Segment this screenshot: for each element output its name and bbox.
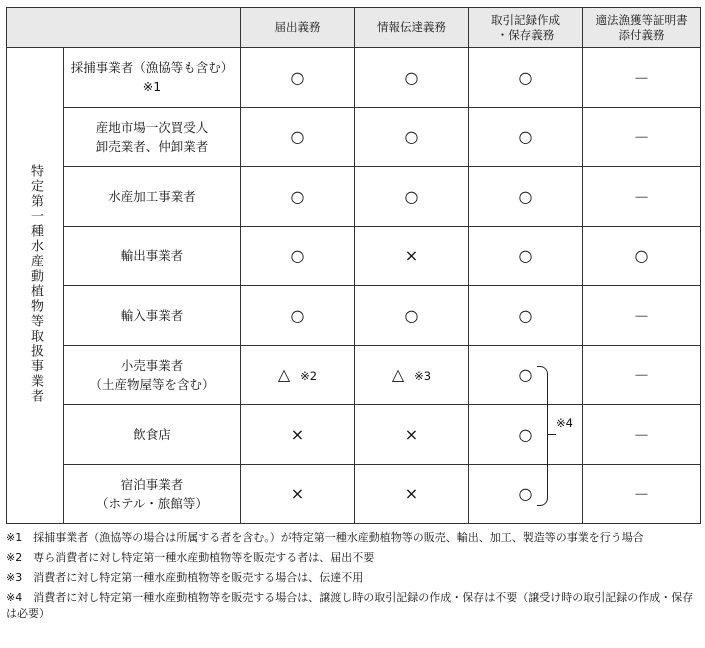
table-row	[7, 226, 701, 286]
cell-mark	[583, 286, 701, 346]
cell-mark	[355, 107, 469, 167]
obligation-table	[6, 7, 701, 524]
cell-mark	[583, 167, 701, 227]
cell-mark	[469, 107, 583, 167]
header-info-transfer: 情報伝達義務	[355, 8, 469, 48]
cell-mark	[355, 464, 469, 524]
header-notification: 届出義務	[241, 8, 355, 48]
cell-mark	[241, 167, 355, 227]
cell-mark	[469, 286, 583, 346]
row-label: 小売事業者 （土産物屋等を含む）	[64, 345, 241, 405]
circle-mark: ○	[404, 305, 419, 325]
cross-mark: ×	[404, 484, 419, 504]
grouping-bracket	[537, 366, 548, 506]
footnotes	[6, 528, 700, 622]
group-label-cell	[7, 48, 64, 524]
header-records: 取引記録作成 ・保存義務	[469, 8, 583, 48]
dash-mark: －	[633, 128, 650, 148]
header-certificate: 適法漁獲等証明書 添付義務	[583, 8, 701, 48]
row-label: 飲食店	[64, 405, 241, 465]
cell-mark	[355, 286, 469, 346]
dash-mark: －	[633, 306, 650, 326]
table-row	[7, 345, 701, 405]
circle-mark: ○	[290, 305, 305, 325]
table-row	[7, 405, 701, 465]
cell-mark	[241, 48, 355, 108]
table-row	[7, 48, 701, 108]
row-label: 宿泊事業者 （ホテル・旅館等）	[64, 464, 241, 524]
circle-mark: ○	[518, 186, 533, 206]
cell-mark	[355, 167, 469, 227]
dash-mark: －	[633, 187, 650, 207]
cross-mark: ×	[290, 484, 305, 504]
header-blank	[7, 8, 241, 48]
triangle-mark: △	[391, 365, 405, 385]
circle-mark: ○	[518, 365, 533, 385]
triangle-mark: △	[277, 365, 291, 385]
bracket-note: ※4	[556, 416, 573, 430]
cell-mark	[469, 464, 583, 524]
dash-mark: －	[633, 485, 650, 505]
dash-mark: －	[633, 425, 650, 445]
row-label: 輸入事業者	[64, 286, 241, 346]
circle-mark: ○	[518, 127, 533, 147]
circle-mark: ○	[518, 424, 533, 444]
footnote: ※1 採捕事業者（漁協等の場合は所属する者を含む。）が特定第一種水産動植物等の販売、輸出、加工、製造等の事業を行う場合	[6, 531, 644, 544]
row-label: 産地市場一次買受人 卸売業者、仲卸業者	[64, 107, 241, 167]
bracket-tick	[548, 434, 556, 435]
circle-mark: ○	[290, 186, 305, 206]
circle-mark: ○	[518, 305, 533, 325]
cell-mark	[355, 345, 469, 405]
cross-mark: ×	[404, 424, 419, 444]
cell-mark	[241, 405, 355, 465]
group-label: 特定第一種水産動植物等取扱事業者	[28, 164, 43, 404]
cell-mark	[583, 405, 701, 465]
header-row	[7, 8, 701, 48]
note-ref: ※3	[414, 369, 432, 384]
footnote: ※2 専ら消費者に対し特定第一種水産動植物等を販売する者は、届出不要	[6, 551, 375, 564]
cell-mark	[469, 226, 583, 286]
cell-mark	[469, 167, 583, 227]
circle-mark: ○	[634, 246, 649, 266]
cell-mark	[583, 107, 701, 167]
circle-mark: ○	[290, 246, 305, 266]
cell-mark	[355, 405, 469, 465]
cell-mark	[241, 464, 355, 524]
cross-mark: ×	[290, 424, 305, 444]
cross-mark: ×	[404, 246, 419, 266]
cell-mark	[241, 107, 355, 167]
circle-mark: ○	[290, 127, 305, 147]
cell-mark	[469, 405, 583, 465]
footnote: ※4 消費者に対し特定第一種水産動植物等を販売する場合は、譲渡し時の取引記録の作成・保存は不要（譲受け時の取引記録の作成・保存は必要）	[6, 591, 694, 620]
note-ref: ※2	[300, 369, 318, 384]
cell-mark	[355, 48, 469, 108]
dash-mark: －	[633, 68, 650, 88]
table-row	[7, 167, 701, 227]
circle-mark: ○	[290, 67, 305, 87]
circle-mark: ○	[404, 186, 419, 206]
cell-mark	[469, 345, 583, 405]
table-row	[7, 107, 701, 167]
cell-mark	[241, 226, 355, 286]
table-row	[7, 464, 701, 524]
cell-mark	[583, 226, 701, 286]
row-label: 水産加工事業者	[64, 167, 241, 227]
circle-mark: ○	[404, 127, 419, 147]
circle-mark: ○	[404, 67, 419, 87]
cell-mark	[241, 286, 355, 346]
cell-mark	[583, 464, 701, 524]
row-label: 採捕事業者（漁協等も含む）※1	[64, 48, 241, 108]
cell-mark	[583, 345, 701, 405]
dash-mark: －	[633, 366, 650, 386]
cell-mark	[355, 226, 469, 286]
circle-mark: ○	[518, 246, 533, 266]
footnote: ※3 消費者に対し特定第一種水産動植物等を販売する場合は、伝達不用	[6, 571, 364, 584]
cell-mark	[469, 48, 583, 108]
table-row	[7, 286, 701, 346]
cell-mark	[583, 48, 701, 108]
circle-mark: ○	[518, 67, 533, 87]
row-label: 輸出事業者	[64, 226, 241, 286]
cell-mark	[241, 345, 355, 405]
circle-mark: ○	[518, 484, 533, 504]
